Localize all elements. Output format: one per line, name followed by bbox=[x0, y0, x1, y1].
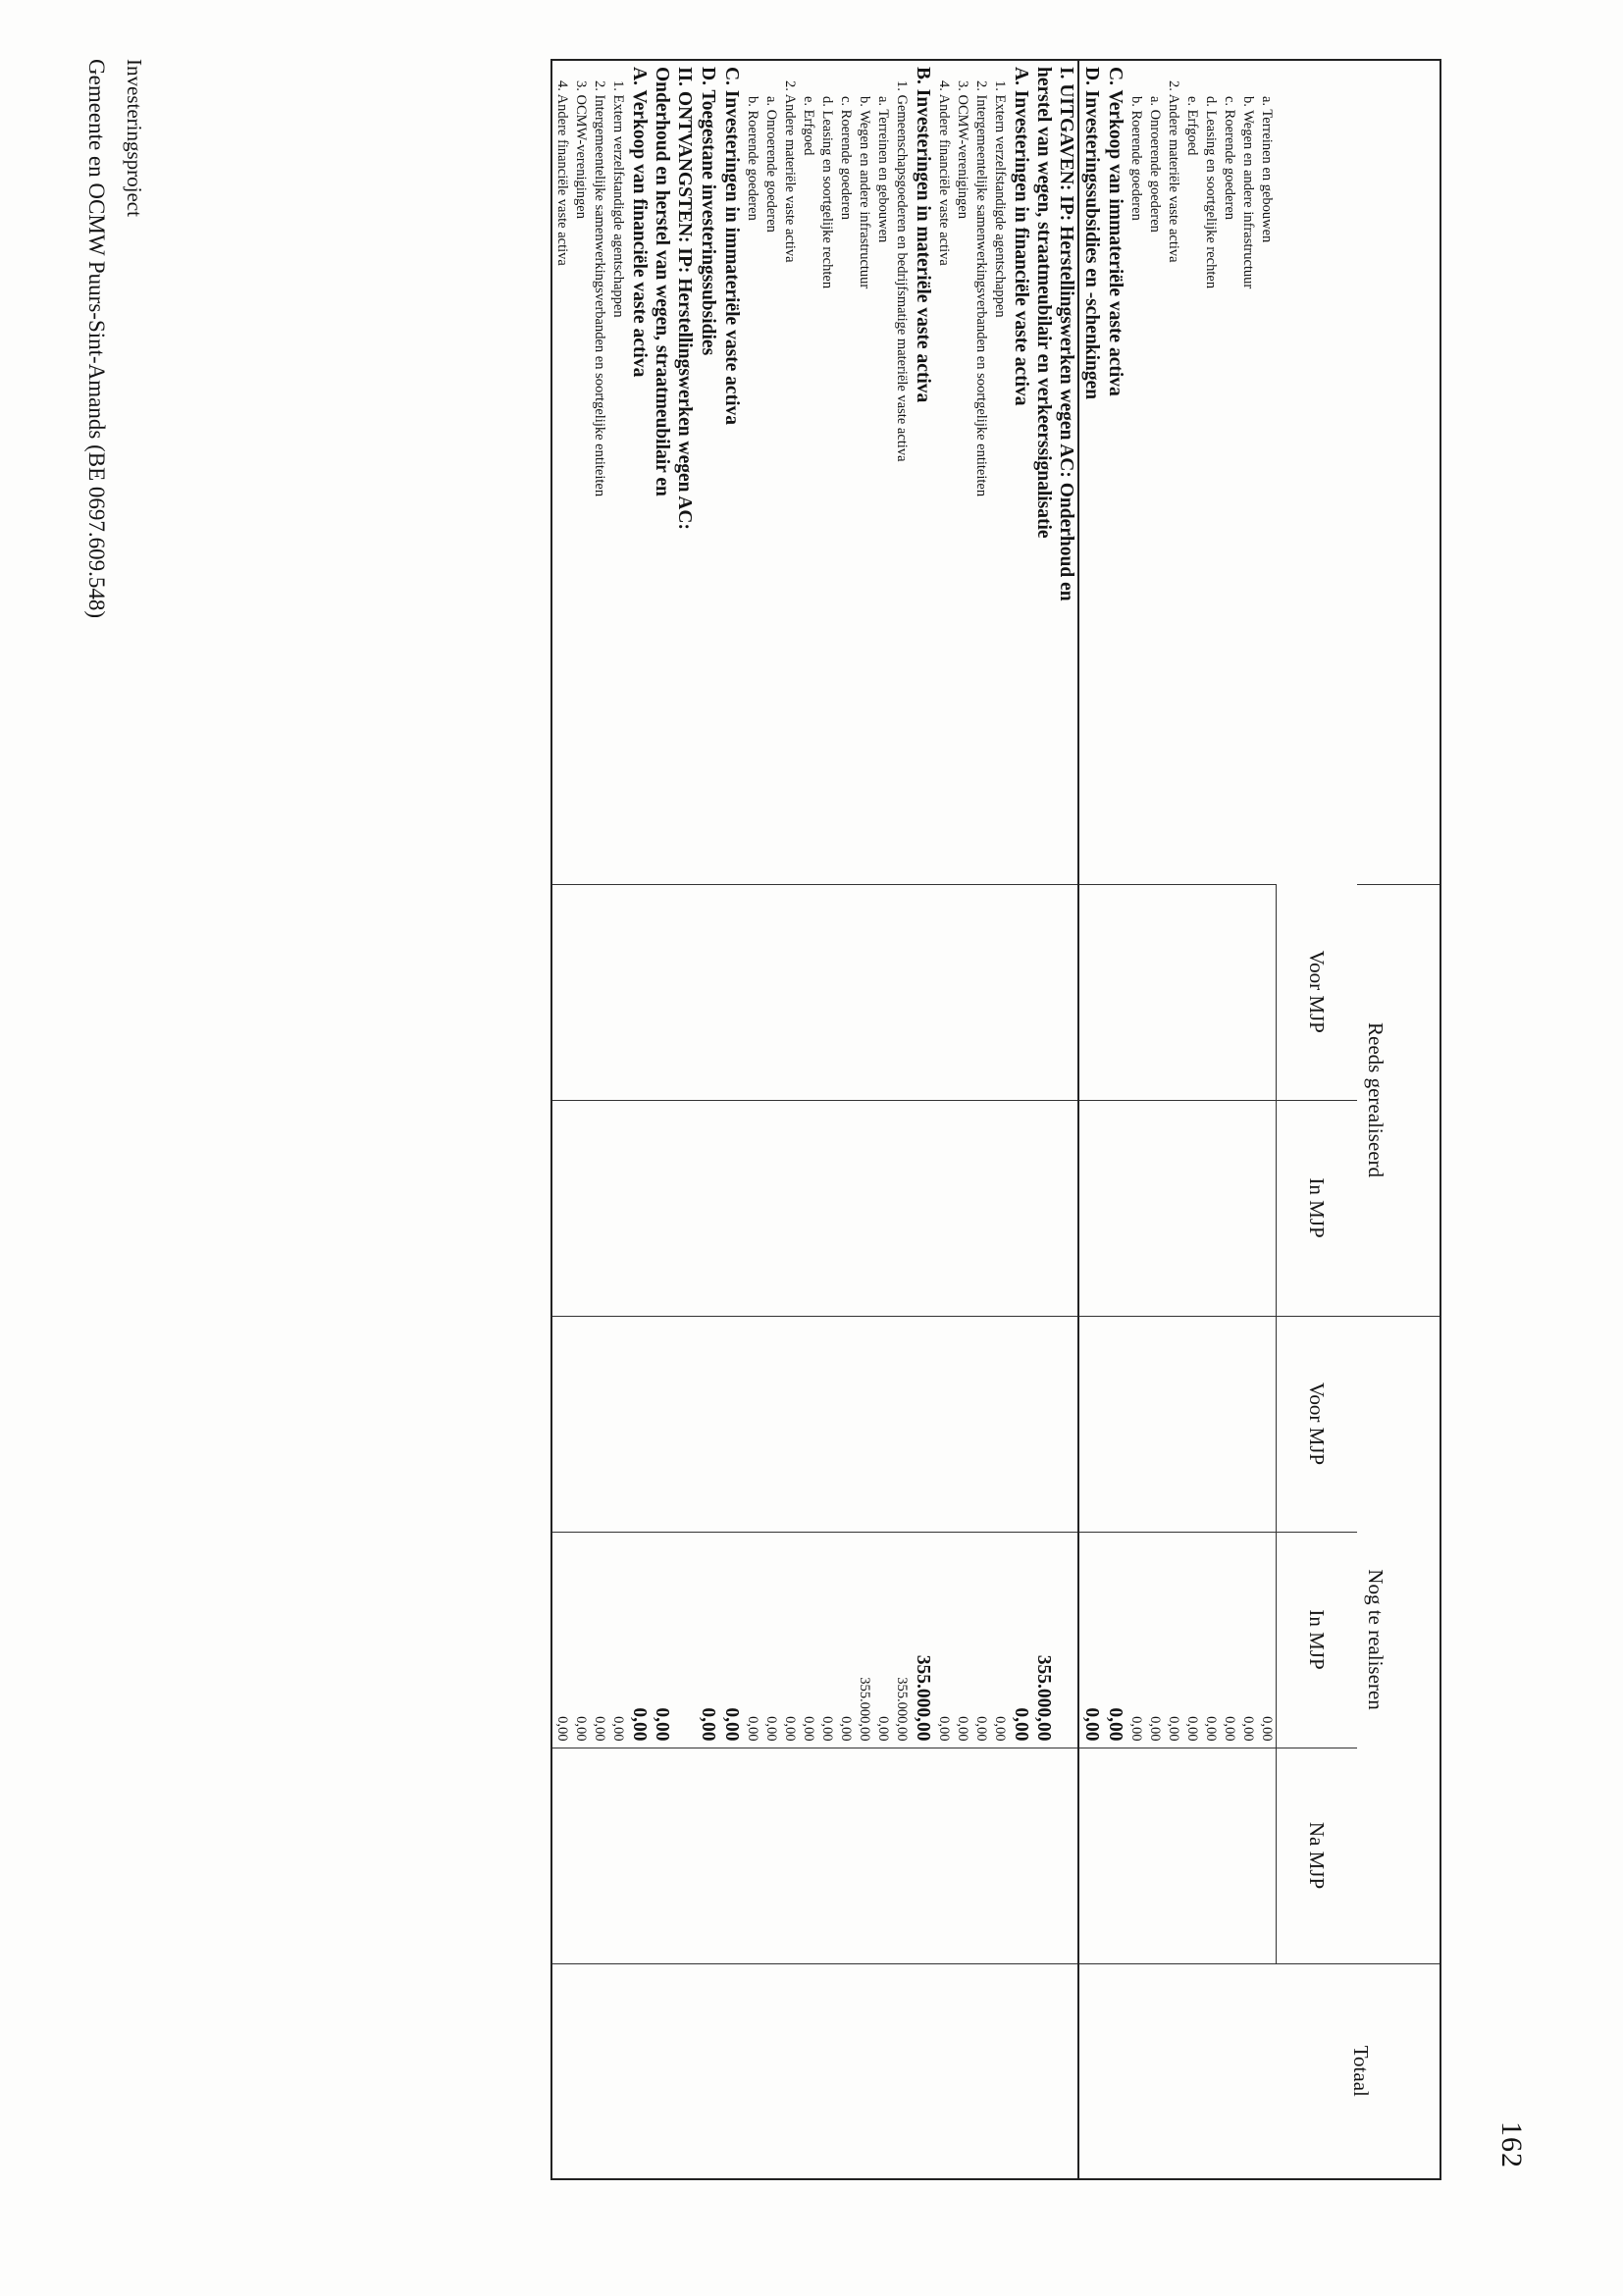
row-empty-value bbox=[1183, 1964, 1202, 2179]
header-nog-voor-mjp: Voor MJP bbox=[1277, 1316, 1358, 1532]
row-empty-value bbox=[1257, 1748, 1276, 1963]
row-label: 4. Andere financiële vaste activa bbox=[554, 80, 570, 266]
row-label: 2. Intergemeentelijke samenwerkingsverbanden en soortgelijke entiteiten bbox=[973, 80, 989, 497]
row-label: d. Leasing en soortgelijke rechten bbox=[819, 96, 835, 289]
row-empty-value bbox=[817, 1748, 836, 1963]
row-empty-value bbox=[608, 1964, 627, 2179]
reeds-voor-mjp-cell bbox=[551, 884, 1078, 1100]
header-nog-in-mjp: In MJP bbox=[1277, 1532, 1358, 1748]
row-empty-value bbox=[1009, 1964, 1032, 2179]
row-value: 0,00 bbox=[1166, 1716, 1181, 1742]
row-empty-value bbox=[719, 1748, 743, 1963]
row-empty-value bbox=[761, 1317, 780, 1532]
row-empty-value bbox=[855, 1748, 873, 1963]
row-empty-value bbox=[719, 1964, 743, 2179]
row-empty-value bbox=[934, 885, 953, 1100]
row-empty-value bbox=[817, 885, 836, 1100]
row-value: 0,00 bbox=[1011, 1707, 1031, 1742]
investment-table bbox=[550, 59, 1441, 2180]
row-empty-value bbox=[971, 1964, 990, 2179]
row-empty-value bbox=[873, 1317, 892, 1532]
row-value: 0,00 bbox=[801, 1716, 816, 1742]
header-reeds-in-mjp: In MJP bbox=[1277, 1100, 1358, 1316]
row-empty-value bbox=[627, 1101, 651, 1316]
row-empty-value bbox=[799, 1964, 817, 2179]
row-empty-value bbox=[934, 1964, 953, 2179]
row-empty-value bbox=[1103, 885, 1126, 1100]
row-empty-value bbox=[651, 885, 673, 1100]
row-empty-value bbox=[719, 1317, 743, 1532]
row-empty-value bbox=[1220, 1748, 1238, 1963]
row-empty-value bbox=[1164, 1101, 1182, 1316]
header-reeds-voor-mjp: Voor MJP bbox=[1277, 884, 1358, 1100]
row-empty-value bbox=[1127, 1964, 1146, 2179]
row-empty-value bbox=[1201, 1101, 1220, 1316]
row-empty-value bbox=[1238, 1317, 1257, 1532]
row-label: a. Terreinen en gebouwen bbox=[1259, 96, 1276, 243]
row-empty-value bbox=[953, 1101, 971, 1316]
nog-na-mjp-cell bbox=[1078, 1748, 1277, 1963]
row-empty-value bbox=[673, 1101, 696, 1316]
row-empty-value bbox=[953, 885, 971, 1100]
row-value: 0,00 bbox=[1128, 1716, 1144, 1742]
row-empty-value bbox=[1009, 1101, 1032, 1316]
row-empty-value bbox=[1103, 1101, 1126, 1316]
row-value: 355.000,00 bbox=[894, 1677, 910, 1742]
row-value: 0,00 bbox=[819, 1716, 835, 1742]
row-label: Onderhoud en herstel van wegen, straatmeubilair en bbox=[652, 67, 672, 496]
row-empty-value bbox=[799, 1317, 817, 1532]
row-label: b. Wegen en andere infrastructuur bbox=[1240, 96, 1257, 289]
row-empty-value bbox=[1182, 1101, 1201, 1316]
row-label: 2. Andere materiële vaste activa bbox=[1166, 80, 1182, 263]
row-empty-value bbox=[953, 1748, 971, 1963]
row-empty-value bbox=[761, 885, 780, 1100]
row-value: 0,00 bbox=[592, 1716, 607, 1742]
row-empty-value bbox=[590, 1101, 608, 1316]
row-empty-value bbox=[651, 1101, 673, 1316]
row-label: a. Onroerende goederen bbox=[763, 96, 779, 233]
row-empty-value bbox=[780, 1964, 799, 2179]
row-empty-value bbox=[651, 1748, 673, 1963]
row-empty-value bbox=[817, 1101, 836, 1316]
row-empty-value bbox=[743, 885, 761, 1100]
row-empty-value bbox=[911, 885, 934, 1100]
nog-voor-mjp-cell bbox=[551, 1316, 1078, 1532]
row-empty-value bbox=[571, 1317, 590, 1532]
row-empty-value bbox=[817, 1317, 836, 1532]
row-empty-value bbox=[1079, 1317, 1103, 1532]
row-value: 0,00 bbox=[1222, 1716, 1237, 1742]
row-empty-value bbox=[855, 1964, 873, 2179]
row-empty-value bbox=[892, 1101, 911, 1316]
row-label: B. Investeringen in materiële vaste activa bbox=[913, 67, 933, 403]
row-label: b. Wegen en andere infrastructuur bbox=[857, 96, 872, 289]
row-empty-value bbox=[673, 1964, 696, 2179]
row-value: 0,00 bbox=[838, 1716, 854, 1742]
row-empty-value bbox=[1080, 1964, 1104, 2179]
row-empty-value bbox=[696, 1317, 719, 1532]
row-empty-value bbox=[1009, 1748, 1032, 1963]
row-empty-value bbox=[1055, 1964, 1077, 2179]
row-empty-value bbox=[552, 1317, 571, 1532]
nog-na-mjp-cell bbox=[551, 1748, 1078, 1963]
row-empty-value bbox=[1126, 1748, 1145, 1963]
row-empty-value bbox=[1146, 1964, 1165, 2179]
row-empty-value bbox=[1238, 1748, 1257, 1963]
row-empty-value bbox=[608, 1748, 627, 1963]
row-empty-value bbox=[1103, 1748, 1126, 1963]
row-empty-value bbox=[608, 1101, 627, 1316]
row-empty-value bbox=[780, 885, 799, 1100]
row-empty-value bbox=[673, 1317, 696, 1532]
row-empty-value bbox=[817, 1964, 836, 2179]
row-empty-value bbox=[971, 1317, 990, 1532]
row-empty-value bbox=[719, 885, 743, 1100]
row-empty-value bbox=[911, 1317, 934, 1532]
row-empty-value bbox=[673, 885, 696, 1100]
row-value: 0,00 bbox=[973, 1716, 989, 1742]
row-empty-value bbox=[1055, 1317, 1077, 1532]
row-empty-value bbox=[1032, 1748, 1055, 1963]
row-empty-value bbox=[1145, 1101, 1164, 1316]
row-label: D. Investeringssubsidies en -schenkingen bbox=[1081, 67, 1103, 400]
row-empty-value bbox=[836, 1101, 855, 1316]
row-value: 0,00 bbox=[629, 1707, 650, 1742]
row-empty-value bbox=[990, 885, 1009, 1100]
table-section bbox=[1078, 60, 1277, 2179]
row-empty-value bbox=[799, 885, 817, 1100]
header-reeds-gerealiseerd: Reeds gerealiseerd bbox=[1357, 884, 1440, 1316]
row-value: 0,00 bbox=[698, 1707, 718, 1742]
row-empty-value bbox=[836, 885, 855, 1100]
row-value: 0,00 bbox=[721, 1707, 742, 1742]
row-empty-value bbox=[1201, 1317, 1220, 1532]
row-empty-value bbox=[1257, 1317, 1276, 1532]
row-value: 0,00 bbox=[1105, 1707, 1126, 1742]
row-empty-value bbox=[1165, 1964, 1183, 2179]
row-value: 355.000,00 bbox=[1033, 1654, 1054, 1742]
reeds-in-mjp-cell bbox=[551, 1100, 1078, 1316]
row-label: a. Terreinen en gebouwen bbox=[875, 96, 891, 243]
row-value: 0,00 bbox=[554, 1716, 570, 1742]
row-empty-value bbox=[892, 1317, 911, 1532]
row-empty-value bbox=[934, 1101, 953, 1316]
row-label: e. Erfgoed bbox=[1184, 96, 1201, 156]
row-empty-value bbox=[552, 1748, 571, 1963]
row-empty-value bbox=[1032, 1317, 1055, 1532]
row-empty-value bbox=[1220, 1101, 1238, 1316]
row-empty-value bbox=[1202, 1964, 1221, 2179]
row-empty-value bbox=[1238, 1101, 1257, 1316]
footer-project-type: Investeringsproject bbox=[123, 59, 146, 217]
row-label: 2. Andere materiële vaste activa bbox=[782, 80, 798, 263]
row-label: II. ONTVANGSTEN: IP: Herstellingswerken wegen AC: bbox=[674, 67, 695, 530]
row-empty-value bbox=[1079, 1748, 1103, 1963]
row-empty-value bbox=[892, 1964, 911, 2179]
row-empty-value bbox=[627, 885, 651, 1100]
row-empty-value bbox=[971, 1101, 990, 1316]
row-value: 355.000,00 bbox=[913, 1654, 933, 1742]
row-value: 0,00 bbox=[763, 1716, 779, 1742]
row-empty-value bbox=[590, 885, 608, 1100]
row-label: c. Roerende goederen bbox=[1222, 96, 1238, 221]
row-empty-value bbox=[953, 1317, 971, 1532]
row-empty-value bbox=[971, 1748, 990, 1963]
row-empty-value bbox=[1221, 1964, 1239, 2179]
row-label: 1. Extern verzelfstandigde agentschappen bbox=[610, 80, 626, 318]
row-label: herstel van wegen, straatmeubilair en verkeerssignalisatie bbox=[1033, 67, 1054, 539]
row-empty-value bbox=[1055, 1101, 1077, 1316]
row-empty-value bbox=[1182, 885, 1201, 1100]
row-empty-value bbox=[651, 1317, 673, 1532]
row-empty-value bbox=[673, 1748, 696, 1963]
row-empty-value bbox=[953, 1964, 971, 2179]
row-empty-value bbox=[743, 1317, 761, 1532]
row-value: 0,00 bbox=[1147, 1716, 1163, 1742]
row-empty-value bbox=[719, 1101, 743, 1316]
row-label: C. Investeringen in immateriële vaste activa bbox=[721, 67, 742, 425]
row-label: b. Roerende goederen bbox=[1128, 96, 1145, 221]
page-number: 162 bbox=[1495, 2121, 1528, 2168]
row-label: c. Roerende goederen bbox=[838, 96, 854, 221]
row-empty-value bbox=[571, 1101, 590, 1316]
row-empty-value bbox=[761, 1101, 780, 1316]
row-empty-value bbox=[799, 1748, 817, 1963]
row-empty-value bbox=[1032, 885, 1055, 1100]
row-value: 0,00 bbox=[745, 1716, 760, 1742]
row-empty-value bbox=[1009, 1317, 1032, 1532]
row-empty-value bbox=[1079, 885, 1103, 1100]
row-empty-value bbox=[1126, 885, 1145, 1100]
row-empty-value bbox=[571, 1964, 590, 2179]
row-empty-value bbox=[855, 1101, 873, 1316]
row-label: 3. OCMW-verenigingen bbox=[955, 80, 970, 219]
row-label: 4. Andere financiële vaste activa bbox=[936, 80, 952, 266]
row-empty-value bbox=[990, 1748, 1009, 1963]
row-empty-value bbox=[836, 1964, 855, 2179]
row-empty-value bbox=[873, 1964, 892, 2179]
header-totaal: Totaal bbox=[1277, 1963, 1441, 2179]
row-empty-value bbox=[571, 1748, 590, 1963]
row-empty-value bbox=[836, 1317, 855, 1532]
row-label: C. Verkoop van immateriële vaste activa bbox=[1105, 67, 1126, 396]
row-empty-value bbox=[696, 1101, 719, 1316]
row-value bbox=[673, 1533, 696, 1748]
row-empty-value bbox=[696, 1748, 719, 1963]
header-nog-te-realiseren: Nog te realiseren bbox=[1357, 1316, 1440, 1963]
row-label: A. Verkoop van financiële vaste activa bbox=[629, 67, 650, 378]
row-value: 0,00 bbox=[992, 1716, 1008, 1742]
totaal-cell bbox=[551, 1963, 1078, 2179]
row-value: 0,00 bbox=[1259, 1716, 1275, 1742]
row-label: 1. Gemeenschapsgoederen en bedrijfsmatige materiële vaste activa bbox=[894, 80, 910, 462]
row-empty-value bbox=[911, 1101, 934, 1316]
row-empty-value bbox=[590, 1964, 608, 2179]
row-empty-value bbox=[934, 1748, 953, 1963]
row-empty-value bbox=[627, 1317, 651, 1532]
row-empty-value bbox=[1182, 1748, 1201, 1963]
row-empty-value bbox=[990, 1964, 1009, 2179]
row-empty-value bbox=[855, 1317, 873, 1532]
row-empty-value bbox=[1164, 885, 1182, 1100]
row-empty-value bbox=[780, 1317, 799, 1532]
row-value: 0,00 bbox=[1203, 1716, 1219, 1742]
row-empty-value bbox=[651, 1964, 673, 2179]
row-empty-value bbox=[934, 1317, 953, 1532]
row-empty-value bbox=[892, 885, 911, 1100]
row-empty-value bbox=[608, 885, 627, 1100]
row-empty-value bbox=[873, 885, 892, 1100]
row-label: 1. Extern verzelfstandigde agentschappen bbox=[992, 80, 1008, 318]
header-nog-na-mjp: Na MJP bbox=[1277, 1748, 1358, 1963]
row-empty-value bbox=[1182, 1317, 1201, 1532]
row-empty-value bbox=[1104, 1964, 1127, 2179]
row-empty-value bbox=[873, 1748, 892, 1963]
row-empty-value bbox=[1009, 885, 1032, 1100]
row-empty-value bbox=[1103, 1317, 1126, 1532]
row-empty-value bbox=[552, 885, 571, 1100]
row-empty-value bbox=[1055, 1748, 1077, 1963]
row-empty-value bbox=[1079, 1101, 1103, 1316]
row-empty-value bbox=[1032, 1964, 1055, 2179]
row-label: I. UITGAVEN: IP: Herstellingswerken wegen AC: Onderhoud en bbox=[1056, 67, 1076, 601]
row-empty-value bbox=[1258, 1964, 1277, 2179]
row-empty-value bbox=[1164, 1748, 1182, 1963]
row-empty-value bbox=[990, 1317, 1009, 1532]
nog-voor-mjp-cell bbox=[1078, 1316, 1277, 1532]
row-empty-value bbox=[590, 1317, 608, 1532]
row-empty-value bbox=[696, 1964, 719, 2179]
row-empty-value bbox=[1257, 1101, 1276, 1316]
row-empty-value bbox=[1238, 885, 1257, 1100]
row-empty-value bbox=[571, 885, 590, 1100]
row-empty-value bbox=[1145, 1317, 1164, 1532]
row-empty-value bbox=[855, 885, 873, 1100]
row-value: 0,00 bbox=[1184, 1716, 1200, 1742]
footer-entity: Gemeente en OCMW Puurs-Sint-Amands (BE 0697.609.548) bbox=[84, 59, 109, 619]
row-empty-value bbox=[1145, 885, 1164, 1100]
row-value bbox=[1055, 1533, 1077, 1748]
reeds-voor-mjp-cell bbox=[1078, 884, 1277, 1100]
row-empty-value bbox=[590, 1748, 608, 1963]
row-empty-value bbox=[799, 1101, 817, 1316]
row-empty-value bbox=[1239, 1964, 1258, 2179]
row-empty-value bbox=[911, 1748, 934, 1963]
row-empty-value bbox=[1164, 1317, 1182, 1532]
row-value: 0,00 bbox=[875, 1716, 891, 1742]
row-empty-value bbox=[1055, 885, 1077, 1100]
row-empty-value bbox=[1220, 1317, 1238, 1532]
nog-in-mjp-cell bbox=[551, 1532, 1078, 1748]
row-label: A. Investeringen in financiële vaste activa bbox=[1011, 67, 1031, 406]
row-empty-value bbox=[627, 1964, 651, 2179]
row-empty-value bbox=[836, 1748, 855, 1963]
row-value: 0,00 bbox=[782, 1716, 798, 1742]
row-empty-value bbox=[780, 1748, 799, 1963]
row-empty-value bbox=[1126, 1101, 1145, 1316]
row-empty-value bbox=[1220, 885, 1238, 1100]
row-empty-value bbox=[743, 1748, 761, 1963]
table-section bbox=[551, 60, 1078, 2179]
label-cell bbox=[1078, 60, 1277, 884]
row-empty-value bbox=[1257, 885, 1276, 1100]
row-empty-value bbox=[761, 1748, 780, 1963]
row-label: D. Toegestane investeringssubsidies bbox=[698, 67, 718, 356]
row-value: 0,00 bbox=[652, 1707, 672, 1742]
row-empty-value bbox=[552, 1101, 571, 1316]
row-label: d. Leasing en soortgelijke rechten bbox=[1203, 96, 1220, 289]
label-cell bbox=[551, 60, 1078, 884]
row-value: 0,00 bbox=[573, 1716, 589, 1742]
row-empty-value bbox=[873, 1101, 892, 1316]
label-column-header bbox=[1277, 60, 1441, 884]
row-value: 0,00 bbox=[610, 1716, 626, 1742]
nog-in-mjp-cell bbox=[1078, 1532, 1277, 1748]
row-empty-value bbox=[1201, 1748, 1220, 1963]
row-empty-value bbox=[1032, 1101, 1055, 1316]
row-empty-value bbox=[627, 1748, 651, 1963]
row-empty-value bbox=[696, 885, 719, 1100]
row-empty-value bbox=[911, 1964, 934, 2179]
row-label: b. Roerende goederen bbox=[745, 96, 760, 221]
row-label: e. Erfgoed bbox=[801, 96, 816, 156]
row-empty-value bbox=[761, 1964, 780, 2179]
totaal-cell bbox=[1078, 1963, 1277, 2179]
row-empty-value bbox=[1145, 1748, 1164, 1963]
row-label: 2. Intergemeentelijke samenwerkingsverbanden en soortgelijke entiteiten bbox=[592, 80, 607, 497]
row-value: 0,00 bbox=[936, 1716, 952, 1742]
reeds-in-mjp-cell bbox=[1078, 1100, 1277, 1316]
row-empty-value bbox=[780, 1101, 799, 1316]
row-value: 0,00 bbox=[1081, 1707, 1102, 1742]
row-empty-value bbox=[608, 1317, 627, 1532]
row-empty-value bbox=[743, 1101, 761, 1316]
row-empty-value bbox=[552, 1964, 571, 2179]
row-empty-value bbox=[1201, 885, 1220, 1100]
row-value: 0,00 bbox=[1240, 1716, 1256, 1742]
row-value: 0,00 bbox=[955, 1716, 970, 1742]
row-empty-value bbox=[743, 1964, 761, 2179]
row-label: a. Onroerende goederen bbox=[1147, 96, 1164, 233]
row-empty-value bbox=[971, 885, 990, 1100]
row-empty-value bbox=[990, 1101, 1009, 1316]
row-empty-value bbox=[892, 1748, 911, 1963]
row-label: 3. OCMW-verenigingen bbox=[573, 80, 589, 219]
row-empty-value bbox=[1126, 1317, 1145, 1532]
row-value: 355.000,00 bbox=[857, 1677, 872, 1742]
